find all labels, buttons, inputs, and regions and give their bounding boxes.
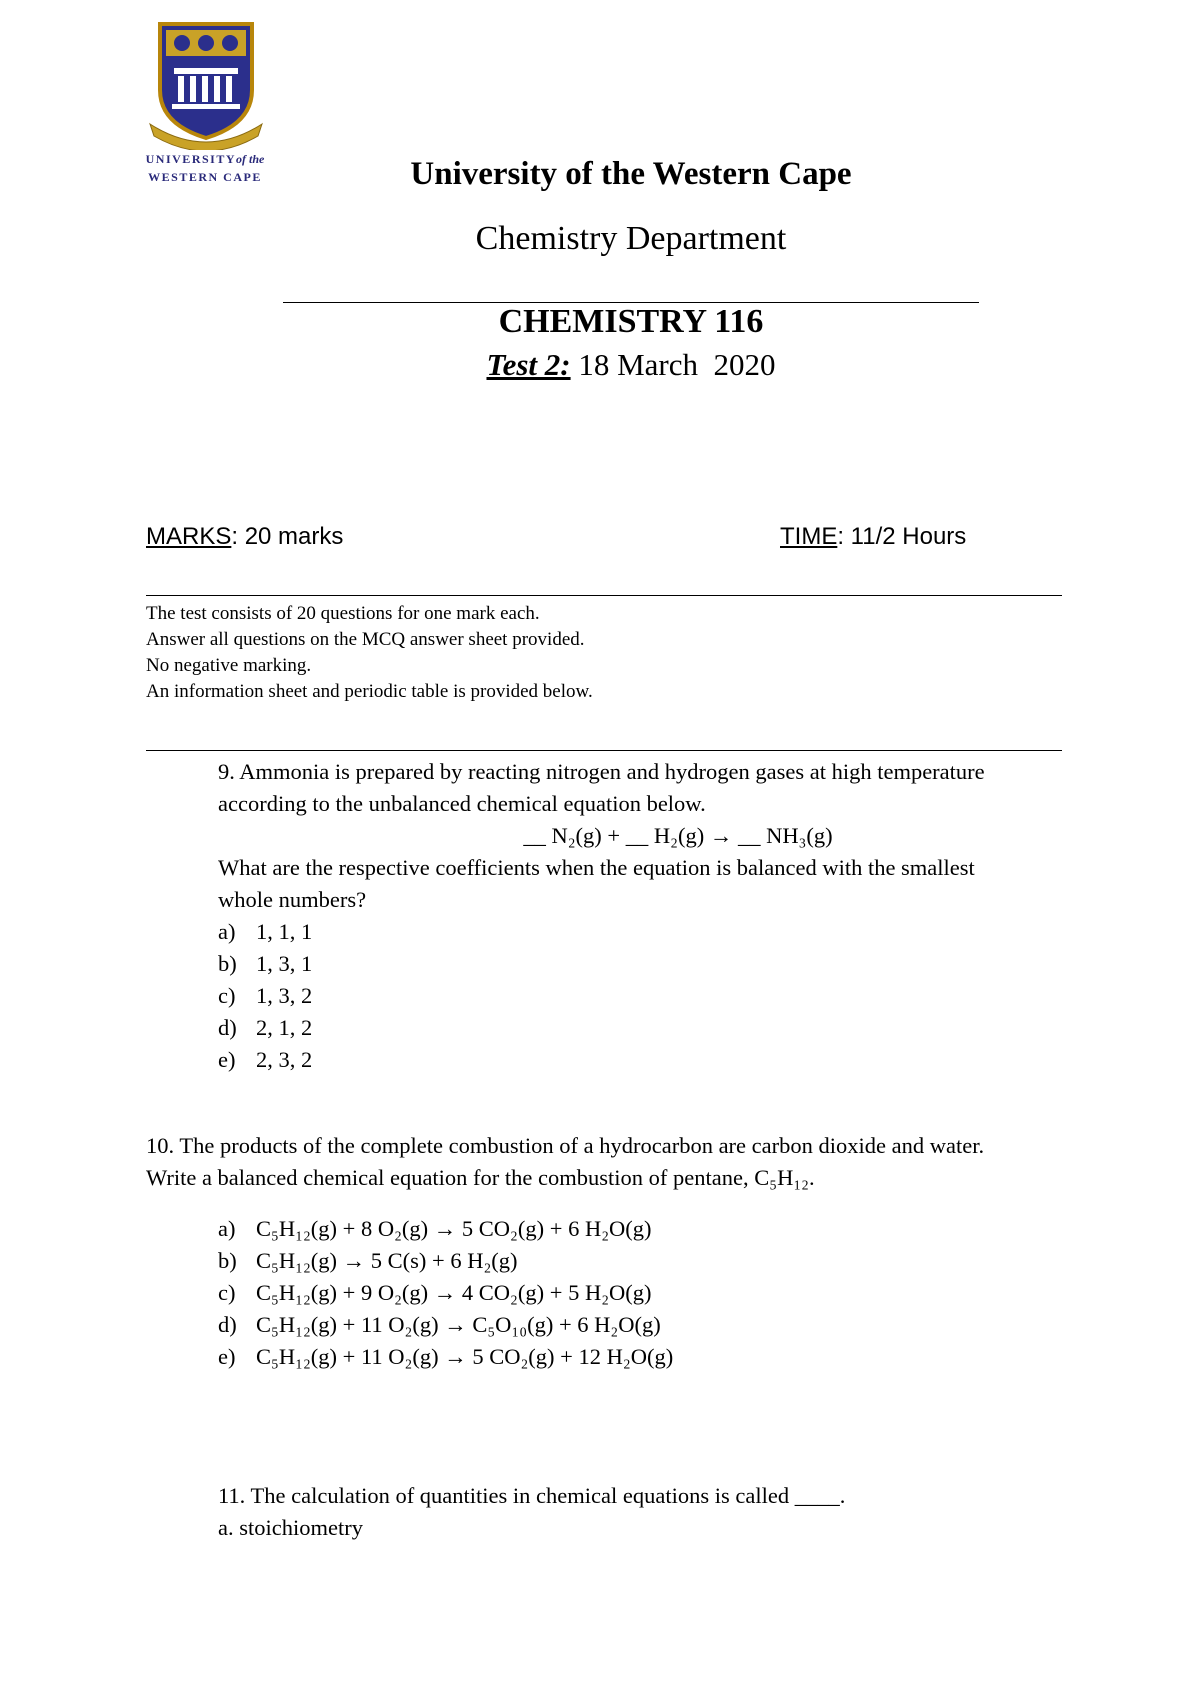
question-text: whole numbers? [218,887,367,912]
instruction-line: Answer all questions on the MCQ answer sheet provided. [146,629,585,650]
question-11 [218,1480,1078,1544]
department-title: Chemistry Department [475,220,787,257]
instructions [146,601,593,705]
answer-option: a) C₅H₁₂(g) + 8 O₂(g) → 5 CO₂(g) + 6 H₂O(g) [218,1216,652,1241]
test-line [0,347,1200,383]
instruction-line: The test consists of 20 questions for one mark each. [146,603,540,624]
crest-icon [138,20,272,150]
logo-name-line2: WESTERN CAPE [148,170,262,184]
test-label: Test 2: [486,347,571,382]
question-10-options [218,1213,673,1373]
instruction-line: No negative marking. [146,655,312,676]
test-date: 18 March 2020 [570,347,776,382]
question-text: Write a balanced chemical equation for the combustion of pentane, C₅H₁₂. [146,1165,815,1190]
answer-option: e) C₅H₁₂(g) + 11 O₂(g) → 5 CO₂(g) + 12 H₂O(g) [218,1344,674,1369]
answer-option: a. stoichiometry [218,1515,363,1540]
question-text: What are the respective coefficients when the equation is balanced with the smallest [218,855,975,880]
answer-option: d) 2, 1, 2 [218,1015,313,1040]
answer-option: a) 1, 1, 1 [218,919,313,944]
divider [146,750,1062,751]
answer-option: b) 1, 3, 1 [218,951,313,976]
question-10 [146,1130,1086,1194]
equation: __ N₂(g) + __ H₂(g) → __ NH₃(g) [523,823,833,848]
answer-option: e) 2, 3, 2 [218,1047,313,1072]
question-text: 10. The products of the complete combustion of a hydrocarbon are carbon dioxide and water. [146,1133,985,1158]
logo-name-line1: UNIVERSITYof the [145,152,265,166]
divider [146,595,1062,596]
question-9 [218,756,1078,1076]
question-text: according to the unbalanced chemical equation below. [218,791,706,816]
question-text: 11. The calculation of quantities in chemical equations is called ____. [218,1483,846,1508]
answer-option: d) C₅H₁₂(g) + 11 O₂(g) → C₅O₁₀(g) + 6 H₂O(g) [218,1312,661,1337]
course-title: CHEMISTRY 116 [498,303,764,340]
answer-option: c) C₅H₁₂(g) + 9 O₂(g) → 4 CO₂(g) + 5 H₂O(g) [218,1280,652,1305]
answer-option: c) 1, 3, 2 [218,983,313,1008]
marks-info: MARKS: 20 marks [146,523,344,550]
instruction-line: An information sheet and periodic table is provided below. [146,681,593,702]
university-title: University of the Western Cape [410,156,852,192]
answer-option: b) C₅H₁₂(g) → 5 C(s) + 6 H₂(g) [218,1248,518,1273]
question-text: 9. Ammonia is prepared by reacting nitrogen and hydrogen gases at high temperature [218,759,985,784]
time-info: TIME: 11/2 Hours [780,523,967,550]
